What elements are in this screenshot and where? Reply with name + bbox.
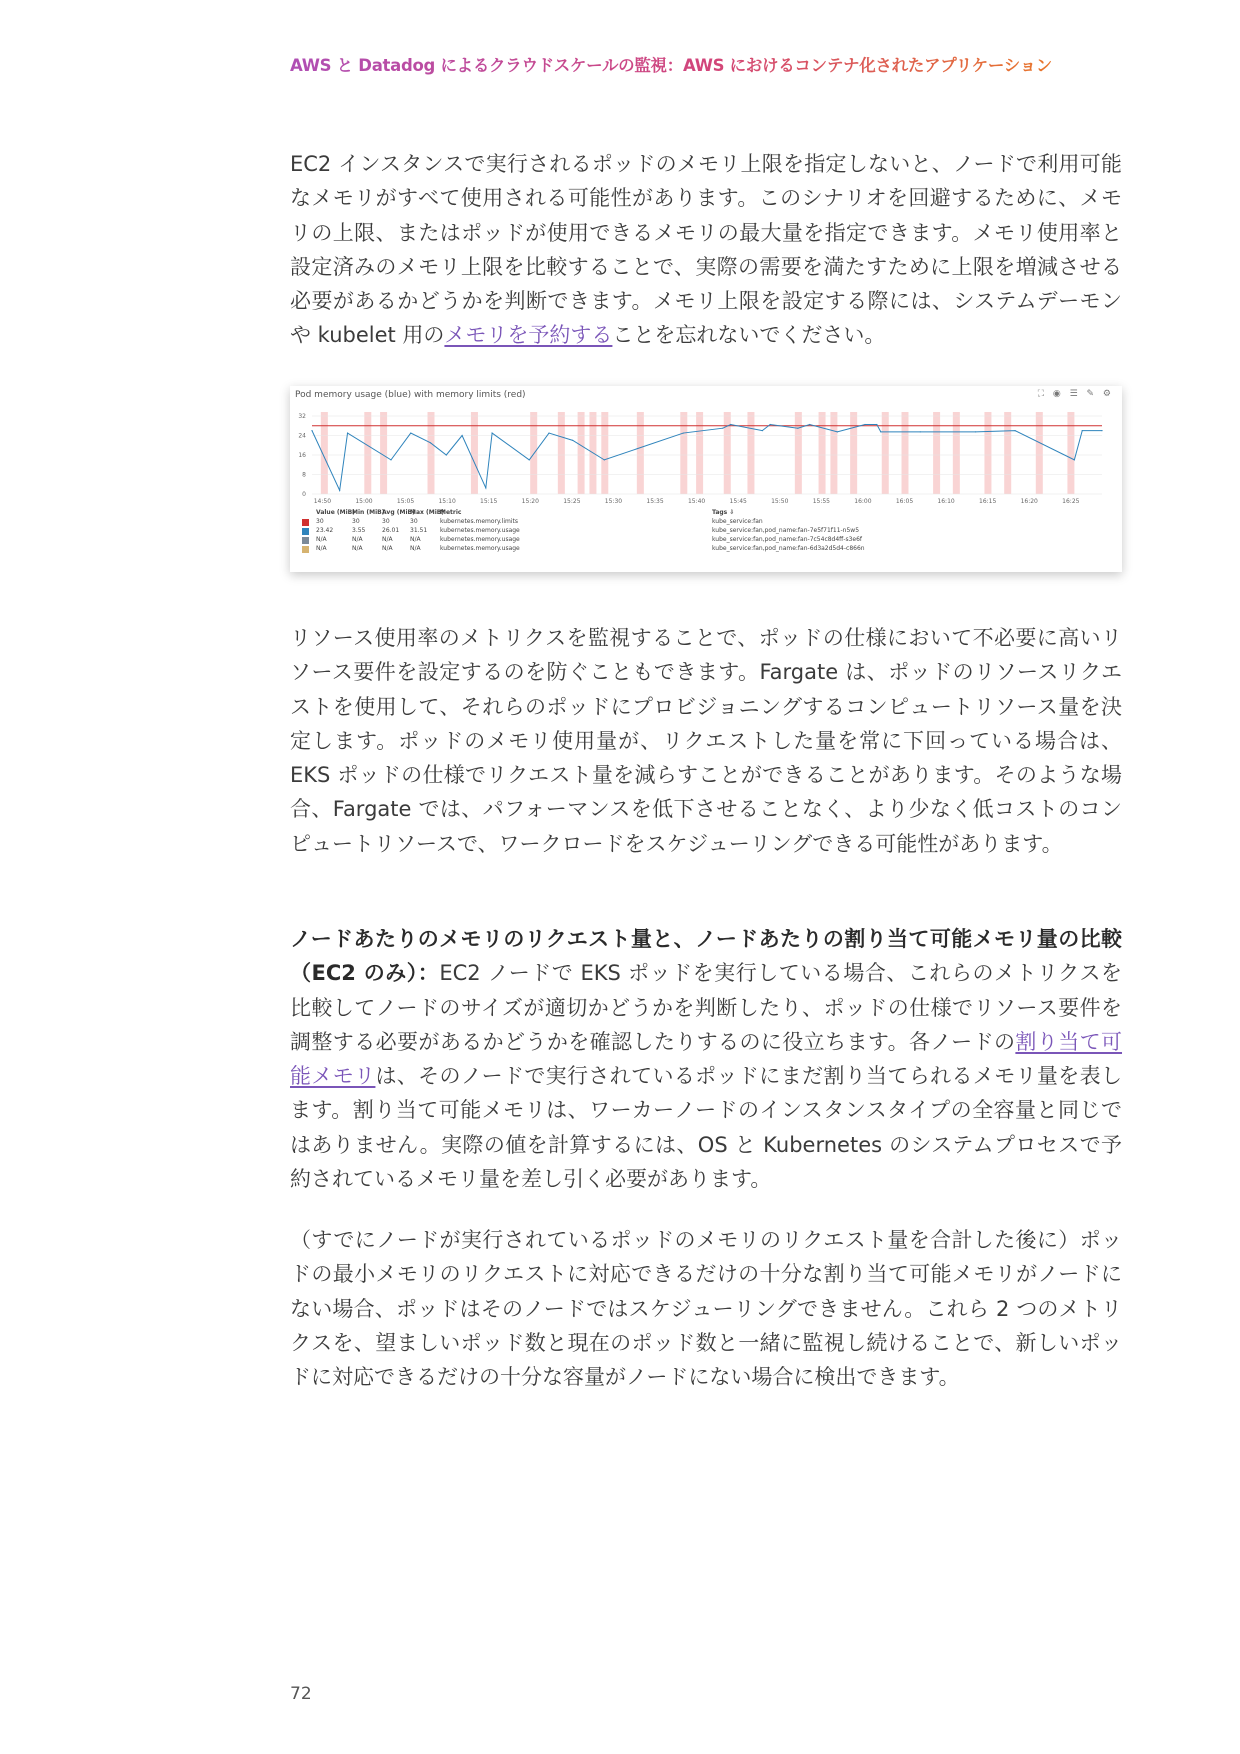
legend-header-cell: Tags ⇩: [712, 509, 735, 516]
x-tick-label: 15:50: [771, 498, 789, 505]
x-tick-label: 15:30: [604, 498, 623, 505]
legend-cell: N/A: [316, 545, 327, 552]
chart-toolbar-icons[interactable]: ⛶ ◉ ☰ ✎ ⚙: [1037, 389, 1114, 399]
legend-cell: 31.51: [410, 527, 428, 534]
paragraph-memory-limits: [290, 147, 1122, 353]
x-tick-label: 15:10: [438, 498, 456, 505]
usage-point: [462, 435, 463, 436]
x-tick-label: 14:50: [313, 498, 332, 505]
usage-point: [410, 432, 411, 433]
legend-cell: kube_service:fan,pod_name:fan-7e5f71f11-n5w5: [712, 527, 860, 534]
usage-point: [529, 459, 530, 460]
legend-row[interactable]: [302, 536, 1102, 545]
highlight-band: [747, 412, 754, 494]
legend-cell: 30: [382, 518, 390, 525]
highlight-band: [902, 412, 909, 494]
y-tick-label: 32: [298, 413, 306, 420]
x-tick-label: 16:05: [895, 498, 914, 505]
usage-point: [347, 432, 348, 433]
usage-point: [683, 432, 684, 433]
highlight-band: [637, 412, 644, 494]
usage-point: [762, 430, 763, 431]
usage-point: [1101, 430, 1102, 431]
chart-title: Pod memory usage (blue) with memory limits (red): [295, 390, 526, 400]
x-tick-label: 16:15: [979, 498, 997, 505]
usage-point: [446, 454, 447, 455]
legend-cell: N/A: [316, 536, 327, 543]
usage-point: [1074, 459, 1075, 460]
legend-swatch: [302, 546, 309, 553]
usage-point: [1015, 430, 1016, 431]
usage-point: [1082, 430, 1083, 431]
legend-cell: kube_service:fan,pod_name:fan-7c54c8d4ff-s3e6f: [712, 536, 863, 543]
highlight-band: [1004, 412, 1011, 494]
paragraph-text: ことを忘れないでください。: [612, 323, 886, 348]
legend-cell: N/A: [410, 545, 421, 552]
legend-row[interactable]: [302, 545, 1102, 554]
legend-cell: N/A: [352, 536, 363, 543]
legend-cell: kubernetes.memory.usage: [440, 536, 520, 543]
paragraph-text: は、そのノードで実行されているポッドにまだ割り当てられるメモリ量を表します。割り当て可能メモリは、ワーカーノードのインスタンスタイプの全容量と同じではありません。実際の値を計算するには、OS と Kubernetes のシステムプロセスで予約されているメモリ量を差し引く必要があります。: [290, 1064, 1122, 1192]
legend-swatch: [302, 519, 309, 526]
paragraph-scheduling: （すでにノードが実行されているポッドのメモリのリクエスト量を合計した後に）ポッドの最小メモリのリクエストに対応できるだけの十分な割り当て可能メモリがノードにない場合、ポッドはそのノードではスケジューリングできません。これら 2 つのメトリクスを、望ましいポッド数と現在のポッド数と一緒に監視し続けることで、新しいポッドに対応できるだけの十分な容量がノードにない場合に検出できます。: [290, 1228, 1122, 1390]
legend-swatch: [302, 537, 309, 544]
legend-cell: 3.55: [352, 527, 366, 534]
usage-point: [730, 424, 731, 425]
usage-point: [339, 490, 340, 491]
highlight-band: [933, 412, 940, 494]
usage-point: [390, 459, 391, 460]
legend-cell: kube_service:fan,pod_name:fan-6d3a2d5d4-c866n: [712, 545, 865, 552]
legend-header-cell: Max (MiB): [410, 509, 445, 516]
y-tick-label: 8: [302, 471, 306, 479]
usage-point: [975, 431, 976, 432]
usage-point: [548, 432, 549, 433]
highlight-band: [819, 412, 826, 494]
y-tick-label: 0: [302, 491, 306, 498]
highlight-band: [428, 412, 435, 494]
y-tick-label: 16: [298, 452, 306, 459]
legend-cell: kubernetes.memory.limits: [440, 518, 518, 525]
x-tick-label: 16:10: [937, 498, 955, 505]
x-tick-label: 15:05: [396, 498, 415, 505]
usage-point: [311, 430, 312, 431]
legend-swatch: [302, 528, 309, 535]
highlight-band: [724, 412, 731, 494]
x-tick-label: 16:00: [854, 498, 872, 505]
highlight-band: [578, 412, 585, 494]
legend-header-cell: Min (MiB): [352, 509, 385, 516]
allocatable-memory-link[interactable]: 割り当て可能メモリ: [290, 1029, 1123, 1089]
x-tick-label: 15:55: [812, 498, 830, 505]
usage-point: [485, 487, 486, 488]
reserve-memory-link[interactable]: メモリを予約する: [444, 323, 613, 348]
usage-point: [492, 432, 493, 433]
legend-cell: 26.01: [382, 527, 400, 534]
legend-cell: kube_service:fan: [712, 518, 763, 525]
legend-header-cell: Value (MiB): [316, 509, 355, 516]
usage-point: [880, 431, 881, 432]
legend-cell: N/A: [410, 536, 421, 543]
usage-point: [797, 428, 798, 429]
highlight-band: [696, 412, 703, 494]
paragraph-text: EC2 ノードで EKS ポッドを実行している場合、これらのメトリクスを比較してノードのサイズが適切かどうかを判断したり、ポッドの仕様でリソース要件を調整する必要があるかどうかを確認したりするのに役立ちます。各ノードの: [290, 961, 1122, 1054]
highlight-band: [984, 412, 991, 494]
paragraph-memory-requests: [290, 922, 1122, 1196]
usage-point: [604, 459, 605, 460]
x-tick-label: 15:40: [687, 498, 706, 505]
highlight-band: [680, 412, 687, 494]
document-header: AWS と Datadog によるクラウドスケールの監視：AWS におけるコンテナ化されたアプリケーション: [290, 52, 1052, 76]
x-tick-label: 16:20: [1020, 498, 1038, 505]
usage-point: [920, 431, 921, 432]
y-tick-label: 24: [298, 432, 306, 440]
x-tick-label: 15:00: [355, 498, 373, 505]
legend-cell: N/A: [382, 545, 393, 552]
usage-point: [837, 431, 838, 432]
x-tick-label: 15:20: [521, 498, 539, 505]
x-tick-label: 16:25: [1062, 498, 1080, 505]
legend-row[interactable]: [302, 527, 1102, 536]
highlight-band: [1036, 412, 1043, 494]
x-tick-label: 15:25: [563, 498, 581, 505]
paragraph-bold-heading: ノードあたりのメモリのリクエスト量と、ノードあたりの割り当て可能メモリ量の比較（EC2 のみ）：: [290, 927, 1122, 986]
page-number: 72: [290, 1684, 312, 1704]
memory-chart-widget: [290, 386, 1122, 572]
usage-point: [430, 442, 431, 443]
legend-row[interactable]: [302, 518, 1102, 527]
x-tick-label: 15:45: [729, 498, 747, 505]
highlight-band: [795, 412, 802, 494]
usage-point: [809, 424, 810, 425]
paragraph-resource-usage: リソース使用率のメトリクスを監視することで、ポッドの仕様において不必要に高いリソース要件を設定するのを防ぐこともできます。Fargate は、ポッドのリソースリクエストを使用して、それらのポッドにプロビジョニングするコンピュートリソース量を決定します。ポッドのメモリ使用量が、リクエストした量を常に下回っている場合は、EKS ポッドの仕様でリクエスト量を減らすことができることがあります。そのような場合、Fargate では、パフォーマンスを低下させることなく、より少なく低コストのコンピュートリソースで、ワークロードをスケジューリングできる可能性があります。: [290, 626, 1122, 856]
highlight-band: [380, 412, 387, 494]
legend-cell: kubernetes.memory.usage: [440, 545, 520, 552]
legend-cell: N/A: [352, 545, 363, 552]
legend-header-cell: Metric: [440, 509, 462, 516]
highlight-band: [830, 412, 837, 494]
legend-cell: 23.42: [316, 527, 334, 534]
legend-header-row: [302, 509, 1102, 518]
highlight-band: [364, 412, 371, 494]
highlight-band: [1067, 412, 1074, 494]
highlight-band: [953, 412, 960, 494]
usage-point: [722, 428, 723, 429]
legend-cell: 30: [352, 518, 360, 525]
highlight-band: [558, 412, 565, 494]
x-tick-label: 15:35: [646, 498, 664, 505]
usage-point: [770, 424, 771, 425]
usage-point: [572, 440, 573, 441]
legend-cell: 30: [410, 518, 418, 525]
highlight-band: [601, 412, 608, 494]
highlight-band: [850, 412, 857, 494]
highlight-band: [882, 412, 889, 494]
legend-header-cell: Avg (MiB): [382, 509, 415, 516]
x-tick-label: 15:15: [480, 498, 498, 505]
usage-point: [864, 424, 865, 425]
legend-cell: kubernetes.memory.usage: [440, 527, 520, 534]
highlight-band: [471, 412, 478, 494]
paragraph-text: EC2 インスタンスで実行されるポッドのメモリ上限を指定しないと、ノードで利用可能なメモリがすべて使用される可能性があります。このシナリオを回避するために、メモリの上限、またはポッドが使用できるメモリの最大量を指定できます。メモリ使用率と設定済みのメモリ上限を比較することで、実際の需要を満たすために上限を増減させる必要があるかどうかを判断できます。メモリ上限を設定する際には、システムデーモンや kubelet 用の: [290, 152, 1122, 348]
legend-cell: N/A: [382, 536, 393, 543]
usage-point: [876, 424, 877, 425]
legend-cell: 30: [316, 518, 324, 525]
